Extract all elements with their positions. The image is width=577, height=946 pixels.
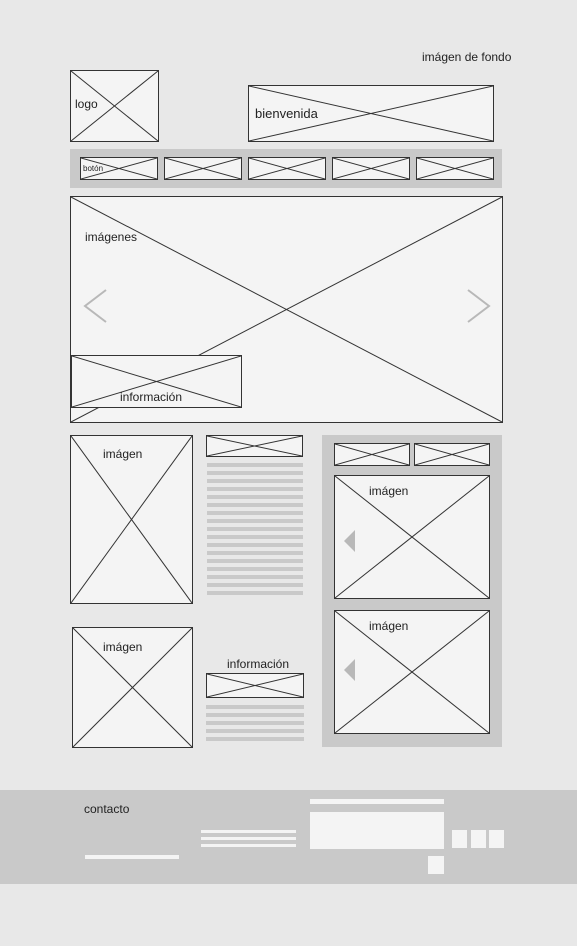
text-line bbox=[207, 567, 303, 571]
footer-contact-label: contacto bbox=[84, 802, 130, 816]
content-image-2-label: imágen bbox=[103, 640, 143, 654]
placeholder-cross-icon bbox=[207, 436, 302, 456]
text-lines-block-2 bbox=[206, 705, 304, 745]
text-line bbox=[207, 511, 303, 515]
footer-message-box[interactable] bbox=[310, 812, 444, 849]
welcome-label: bienvenida bbox=[255, 106, 318, 121]
text-line bbox=[206, 737, 304, 741]
text-line bbox=[207, 519, 303, 523]
sidebar-image-2-label: imágen bbox=[369, 619, 409, 633]
placeholder-cross-icon bbox=[71, 436, 192, 603]
text-line bbox=[207, 503, 303, 507]
footer-text-lines bbox=[201, 830, 296, 850]
nav-button-4[interactable] bbox=[332, 157, 410, 180]
sidebar-image-1 bbox=[334, 475, 490, 599]
logo-label: logo bbox=[75, 97, 98, 111]
placeholder-cross-icon bbox=[335, 476, 489, 598]
background-image-label: imágen de fondo bbox=[422, 50, 512, 64]
slider-next-icon[interactable] bbox=[465, 287, 493, 325]
content-image-1 bbox=[70, 435, 193, 604]
footer-submit-button[interactable] bbox=[428, 856, 444, 874]
slider-info-label: información bbox=[120, 390, 183, 404]
sidebar-image-2 bbox=[334, 610, 490, 734]
info-heading-placeholder bbox=[206, 673, 304, 698]
sidebar-image-2-prev-icon[interactable] bbox=[344, 659, 356, 681]
nav-button-3[interactable] bbox=[248, 157, 326, 180]
footer-social-button-3[interactable] bbox=[489, 830, 504, 848]
content-info-label: información bbox=[227, 657, 290, 671]
sidebar-image-1-label: imágen bbox=[369, 484, 409, 498]
placeholder-cross-icon bbox=[415, 444, 489, 465]
text-line bbox=[207, 495, 303, 499]
content-image-2 bbox=[72, 627, 193, 748]
text-heading-placeholder bbox=[206, 435, 303, 457]
text-line bbox=[207, 543, 303, 547]
text-lines-block-1 bbox=[207, 463, 303, 599]
slider-info-box bbox=[71, 355, 242, 408]
text-line bbox=[207, 591, 303, 595]
footer-social-button-1[interactable] bbox=[452, 830, 467, 848]
sidebar-button-2[interactable] bbox=[414, 443, 490, 466]
nav-button-5[interactable] bbox=[416, 157, 494, 180]
placeholder-cross-icon bbox=[335, 444, 409, 465]
nav-button-label: botón bbox=[83, 164, 104, 173]
slider-prev-icon[interactable] bbox=[81, 287, 109, 325]
text-line bbox=[207, 535, 303, 539]
footer-text-line bbox=[201, 837, 296, 840]
sidebar-button-1[interactable] bbox=[334, 443, 410, 466]
text-line bbox=[207, 575, 303, 579]
text-line bbox=[206, 721, 304, 725]
placeholder-cross-icon bbox=[333, 158, 409, 179]
placeholder-cross-icon bbox=[165, 158, 241, 179]
text-line bbox=[207, 471, 303, 475]
welcome-banner bbox=[248, 85, 494, 142]
footer-text-line bbox=[201, 830, 296, 833]
text-line bbox=[207, 487, 303, 491]
text-line bbox=[207, 479, 303, 483]
logo-placeholder[interactable] bbox=[70, 70, 159, 142]
image-slider bbox=[70, 196, 503, 423]
text-line bbox=[207, 559, 303, 563]
placeholder-cross-icon bbox=[207, 674, 303, 697]
text-line bbox=[206, 729, 304, 733]
footer-text-line bbox=[201, 844, 296, 847]
text-line bbox=[207, 463, 303, 467]
footer-social-button-2[interactable] bbox=[471, 830, 486, 848]
nav-button-1[interactable] bbox=[80, 157, 158, 180]
footer-input-line[interactable] bbox=[310, 799, 444, 804]
nav-button-2[interactable] bbox=[164, 157, 242, 180]
placeholder-cross-icon bbox=[249, 158, 325, 179]
sidebar-image-1-prev-icon[interactable] bbox=[344, 530, 356, 552]
text-line bbox=[206, 713, 304, 717]
slider-label: imágenes bbox=[85, 230, 138, 244]
placeholder-cross-icon bbox=[417, 158, 493, 179]
placeholder-cross-icon bbox=[335, 611, 489, 733]
text-line bbox=[207, 583, 303, 587]
text-line bbox=[206, 705, 304, 709]
footer-underline bbox=[85, 855, 179, 859]
text-line bbox=[207, 551, 303, 555]
content-image-1-label: imágen bbox=[103, 447, 143, 461]
text-line bbox=[207, 527, 303, 531]
